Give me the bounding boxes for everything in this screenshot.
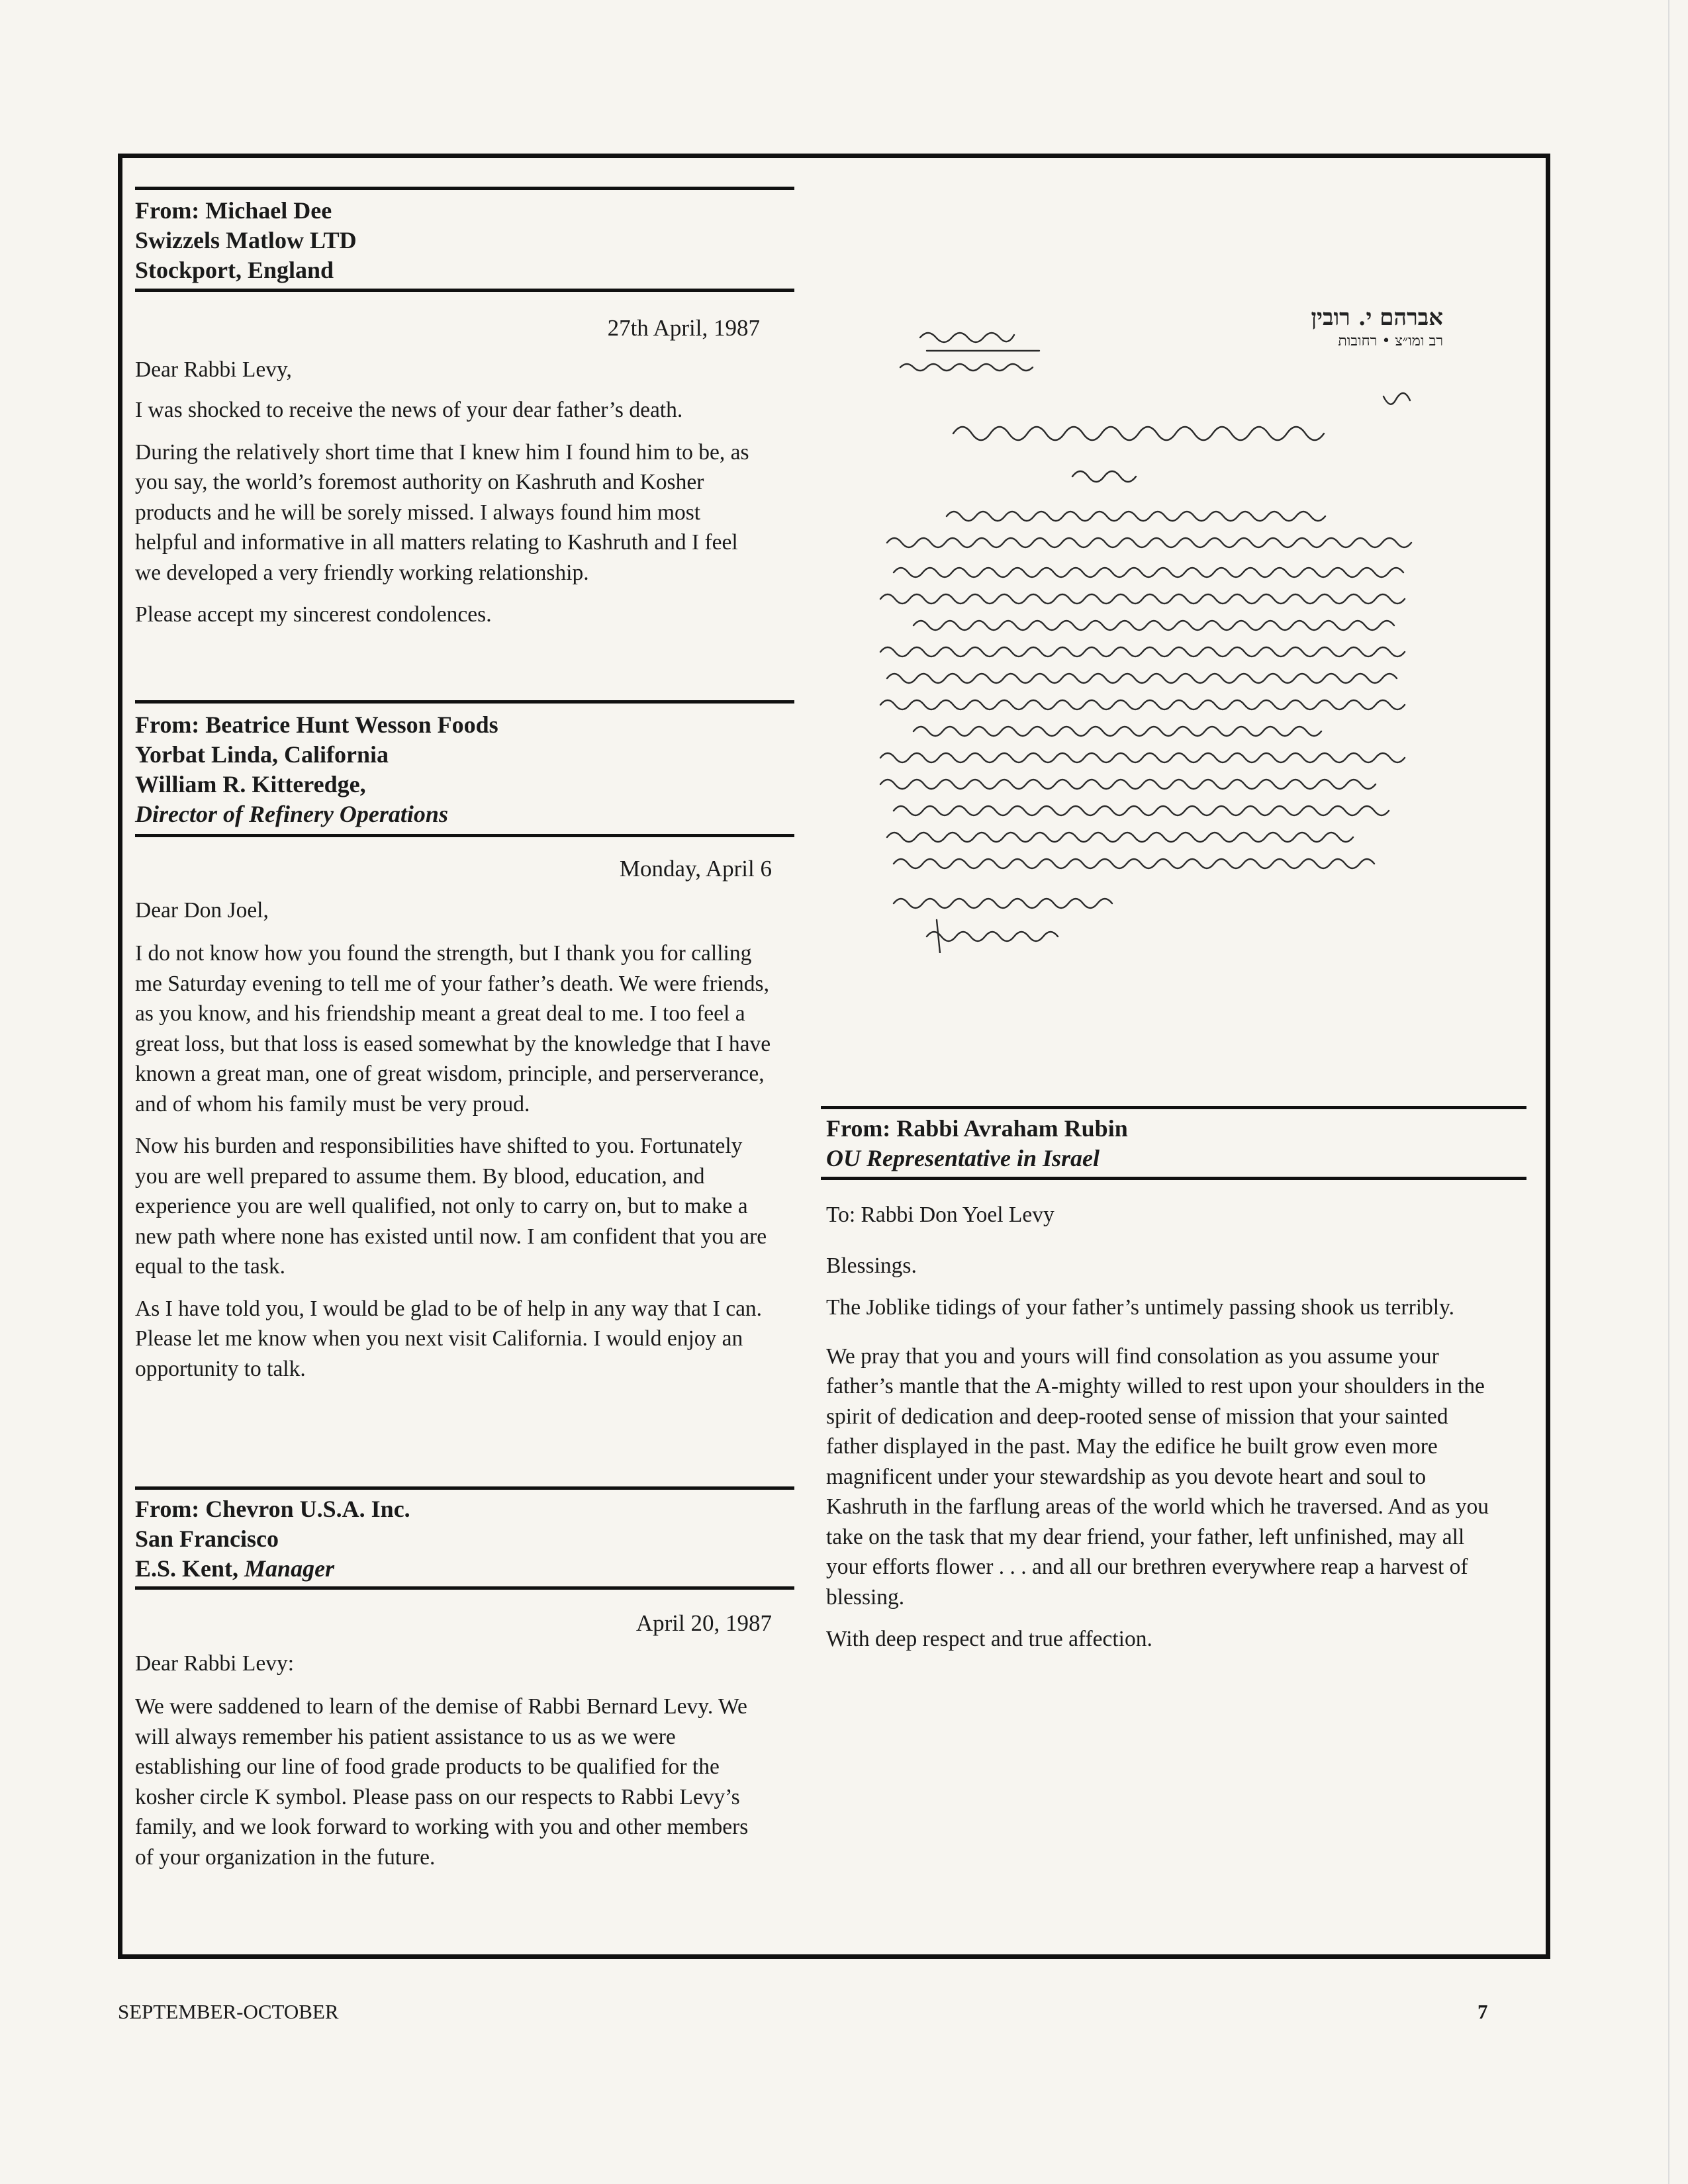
divider (135, 700, 794, 704)
letter-hunt-location: Yorbat Linda, California (135, 741, 389, 768)
handwriting-image (874, 291, 1443, 953)
letter-hunt-title: Director of Refinery Operations (135, 801, 448, 827)
page-edge (1668, 0, 1669, 2184)
letter-hunt-date: Monday, April 6 (619, 856, 772, 882)
letter-chevron-signer: E.S. Kent, (135, 1555, 239, 1582)
handwritten-letter (874, 291, 1443, 953)
letter-chevron-signer-title: Manager (244, 1555, 335, 1582)
letter-rubin-paragraph: We pray that you and yours will find consolation as you assume your father’s mantle that the A-mighty willed to rest upon your shoulders in the spirit of dedication and deep-rooted sense of mission that your sainted father displayed in the past. May the edifice he built grow even more magnificent under your stewardship as you devote heart and soul to Kashruth in the farflung areas of the world which he traversed. And as you take on the task that my dear friend, your father, left unfinished, may all your efforts flower . . . and all our brethren everywhere reap a harvest of blessing. (826, 1343, 1489, 1610)
letter-dee-paragraph: I was shocked to receive the news of your dear father’s death. (135, 398, 683, 422)
letter-hunt-signer: William R. Kitteredge, (135, 771, 366, 797)
letter-dee-paragraph: Please accept my sincerest condolences. (135, 602, 492, 627)
letter-hunt-body (135, 854, 772, 1396)
letter-rubin-salutation: Blessings. (826, 1253, 917, 1278)
letter-hunt-header (135, 710, 794, 829)
letter-chevron-location: San Francisco (135, 1525, 279, 1552)
divider (135, 1486, 794, 1490)
letter-rubin-to: To: Rabbi Don Yoel Levy (826, 1203, 1055, 1227)
letter-hunt-salutation: Dear Don Joel, (135, 898, 269, 923)
letterhead-name: אברהם י. רובין (1311, 304, 1443, 331)
letter-dee-salutation: Dear Rabbi Levy, (135, 357, 292, 382)
letter-chevron-salutation: Dear Rabbi Levy: (135, 1651, 294, 1676)
letter-dee-location: Stockport, England (135, 257, 334, 283)
letter-rubin-body (826, 1200, 1491, 1666)
letter-chevron-body (135, 1609, 772, 1884)
footer-issue: SEPTEMBER-OCTOBER (118, 2000, 339, 2023)
divider (135, 289, 794, 292)
divider (135, 1586, 794, 1590)
letter-chevron-header (135, 1494, 794, 1584)
letter-dee-company: Swizzels Matlow LTD (135, 227, 357, 253)
letter-dee-date: 27th April, 1987 (607, 315, 760, 341)
letter-hunt-paragraph: Now his burden and responsibilities have shifted to you. Fortunately you are well prepared to assume them. By blood, education, and experience you are well qualified, not only to carry on, but to make a new path where none has existed until now. I am confident that you are equal to the task. (135, 1134, 767, 1279)
letter-hunt-paragraph: I do not know how you found the strength, but I thank you for calling me Saturday evening to tell me of your father’s death. We were friends, as you know, and his friendship meant a great deal to me. I too feel a great loss, but that loss is eased somewhat by the knowledge that I have known a great man, one of great wisdom, principle, and perserverance, and of whom his family must be very proud. (135, 941, 771, 1116)
letter-hunt-paragraph: As I have told you, I would be glad to be of help in any way that I can. Please let me know when you next visit California. I would enjoy an opportunity to talk. (135, 1296, 763, 1381)
letter-rubin-header (826, 1114, 1521, 1173)
letter-chevron-date: April 20, 1987 (635, 1610, 772, 1636)
letter-chevron-from: From: Chevron U.S.A. Inc. (135, 1496, 410, 1522)
letter-rubin-from: From: Rabbi Avraham Rubin (826, 1115, 1128, 1142)
letter-chevron-paragraph: We were saddened to learn of the demise of Rabbi Bernard Levy. We will always remember his patient assistance to us as we were establishing our line of food grade products to be qualified for the kosher circle K symbol. Please pass on our respects to Rabbi Levy’s family, and we look forward to working with you and other members of your organization in the future. (135, 1694, 749, 1870)
letterhead-subtitle: רב ומו״צ • רחובות (1338, 333, 1443, 349)
letter-hunt-from: From: Beatrice Hunt Wesson Foods (135, 711, 498, 738)
letter-rubin-title: OU Representative in Israel (826, 1145, 1100, 1171)
divider (135, 834, 794, 837)
divider (821, 1177, 1526, 1180)
divider (135, 187, 794, 190)
page-number: 7 (1477, 2000, 1488, 2023)
letter-dee-from: From: Michael Dee (135, 197, 332, 224)
letter-dee-header (135, 196, 794, 285)
letter-rubin-paragraph: The Joblike tidings of your father’s untimely passing shook us terribly. (826, 1295, 1455, 1320)
letter-rubin-paragraph: With deep respect and true affection. (826, 1627, 1152, 1651)
letter-dee-body (135, 314, 760, 642)
divider (821, 1106, 1526, 1109)
letter-dee-paragraph: During the relatively short time that I knew him I found him to be, as you say, the world’s foremost authority on Kashruth and Kosher products and he will be sorely missed. I always found him most helpful and informative in all matters relating to Kashruth and I feel we developed a very friendly working relationship. (135, 439, 749, 585)
letter-chevron-signer-line (135, 1554, 794, 1584)
